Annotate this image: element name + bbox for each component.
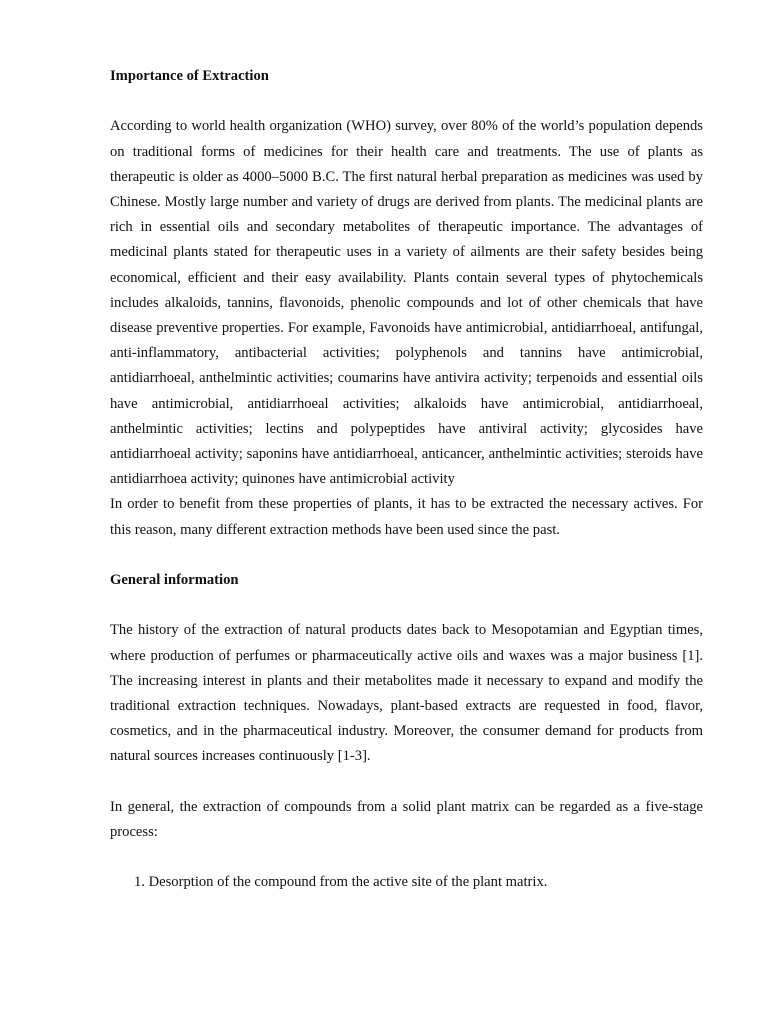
list-item-text: Desorption of the compound from the active site of the plant matrix.: [148, 874, 548, 891]
paragraph-extraction-benefit: In order to benefit from these properties of plants, it has to be extracted the necessary actives. For this reason, many different extraction methods have been used since the past.: [110, 496, 703, 538]
spacer: [110, 845, 703, 870]
list-item: [110, 870, 703, 895]
section-heading-general-information: General information: [110, 572, 239, 589]
paragraph-who-survey: According to world health organization (WHO) survey, over 80% of the world’s population depends on traditional forms of medicines for their health care and treatments. The use of plants as therapeutic is older as 4000–5000 B.C. The first natural herbal preparation as medicines was used by Chinese. Mostly large number and variety of drugs are derived from plants. The medicinal plants are rich in essential oils and secondary metabolites of therapeutic importance. The advantages of medicinal plants stated for therapeutic uses in a variety of ailments are their safety besides being economical, efficient and their easy availability. Plants contain several types of phytochemicals includes alkaloids, tannins, flavonoids, phenolic compounds and lot of other chemicals that have disease preventive properties. For example, Favonoids have antimicrobial, antidiarrhoeal, antifungal, anti-inflammatory, antibacterial activities; polyphenols and tannins have antimicrobial, antidiarrhoeal, anthelmintic activities; coumarins have antivira activity; terpenoids and essential oils have antimicrobial, antidiarrhoeal activities; alkaloids have antimicrobial, antidiarrhoeal, anthelmintic activities; lectins and polypeptides have antiviral activity; glycosides have antidiarrhoeal activity; saponins have antidiarrhoeal, anticancer, anthelmintic activities; steroids have antidiarrhoea activity; quinones have antimicrobial activity: [110, 118, 703, 488]
document-page: [110, 64, 703, 896]
stage-list: [110, 870, 703, 895]
section-heading-importance: Importance of Extraction: [110, 68, 269, 84]
spacer: [110, 543, 703, 568]
paragraph-history: The history of the extraction of natural products dates back to Mesopotamian and Egyptian times, where production of perfumes or pharmaceutically active oils and waxes was a major business [1]. The increasing interest in plants and their metabolites made it necessary to expand and modify the traditional extraction techniques. Nowadays, plant-based extracts are requested in food, flavor, cosmetics, and in the pharmaceutical industry. Moreover, the consumer demand for products from natural sources increases continuously [1-3].: [110, 622, 703, 765]
list-item-number: 1.: [134, 874, 145, 891]
paragraph-five-stage-process: In general, the extraction of compounds from a solid plant matrix can be regarded as a five-stage process:: [110, 798, 703, 841]
spacer: [110, 593, 703, 618]
spacer: [110, 770, 703, 795]
spacer: [110, 89, 703, 114]
